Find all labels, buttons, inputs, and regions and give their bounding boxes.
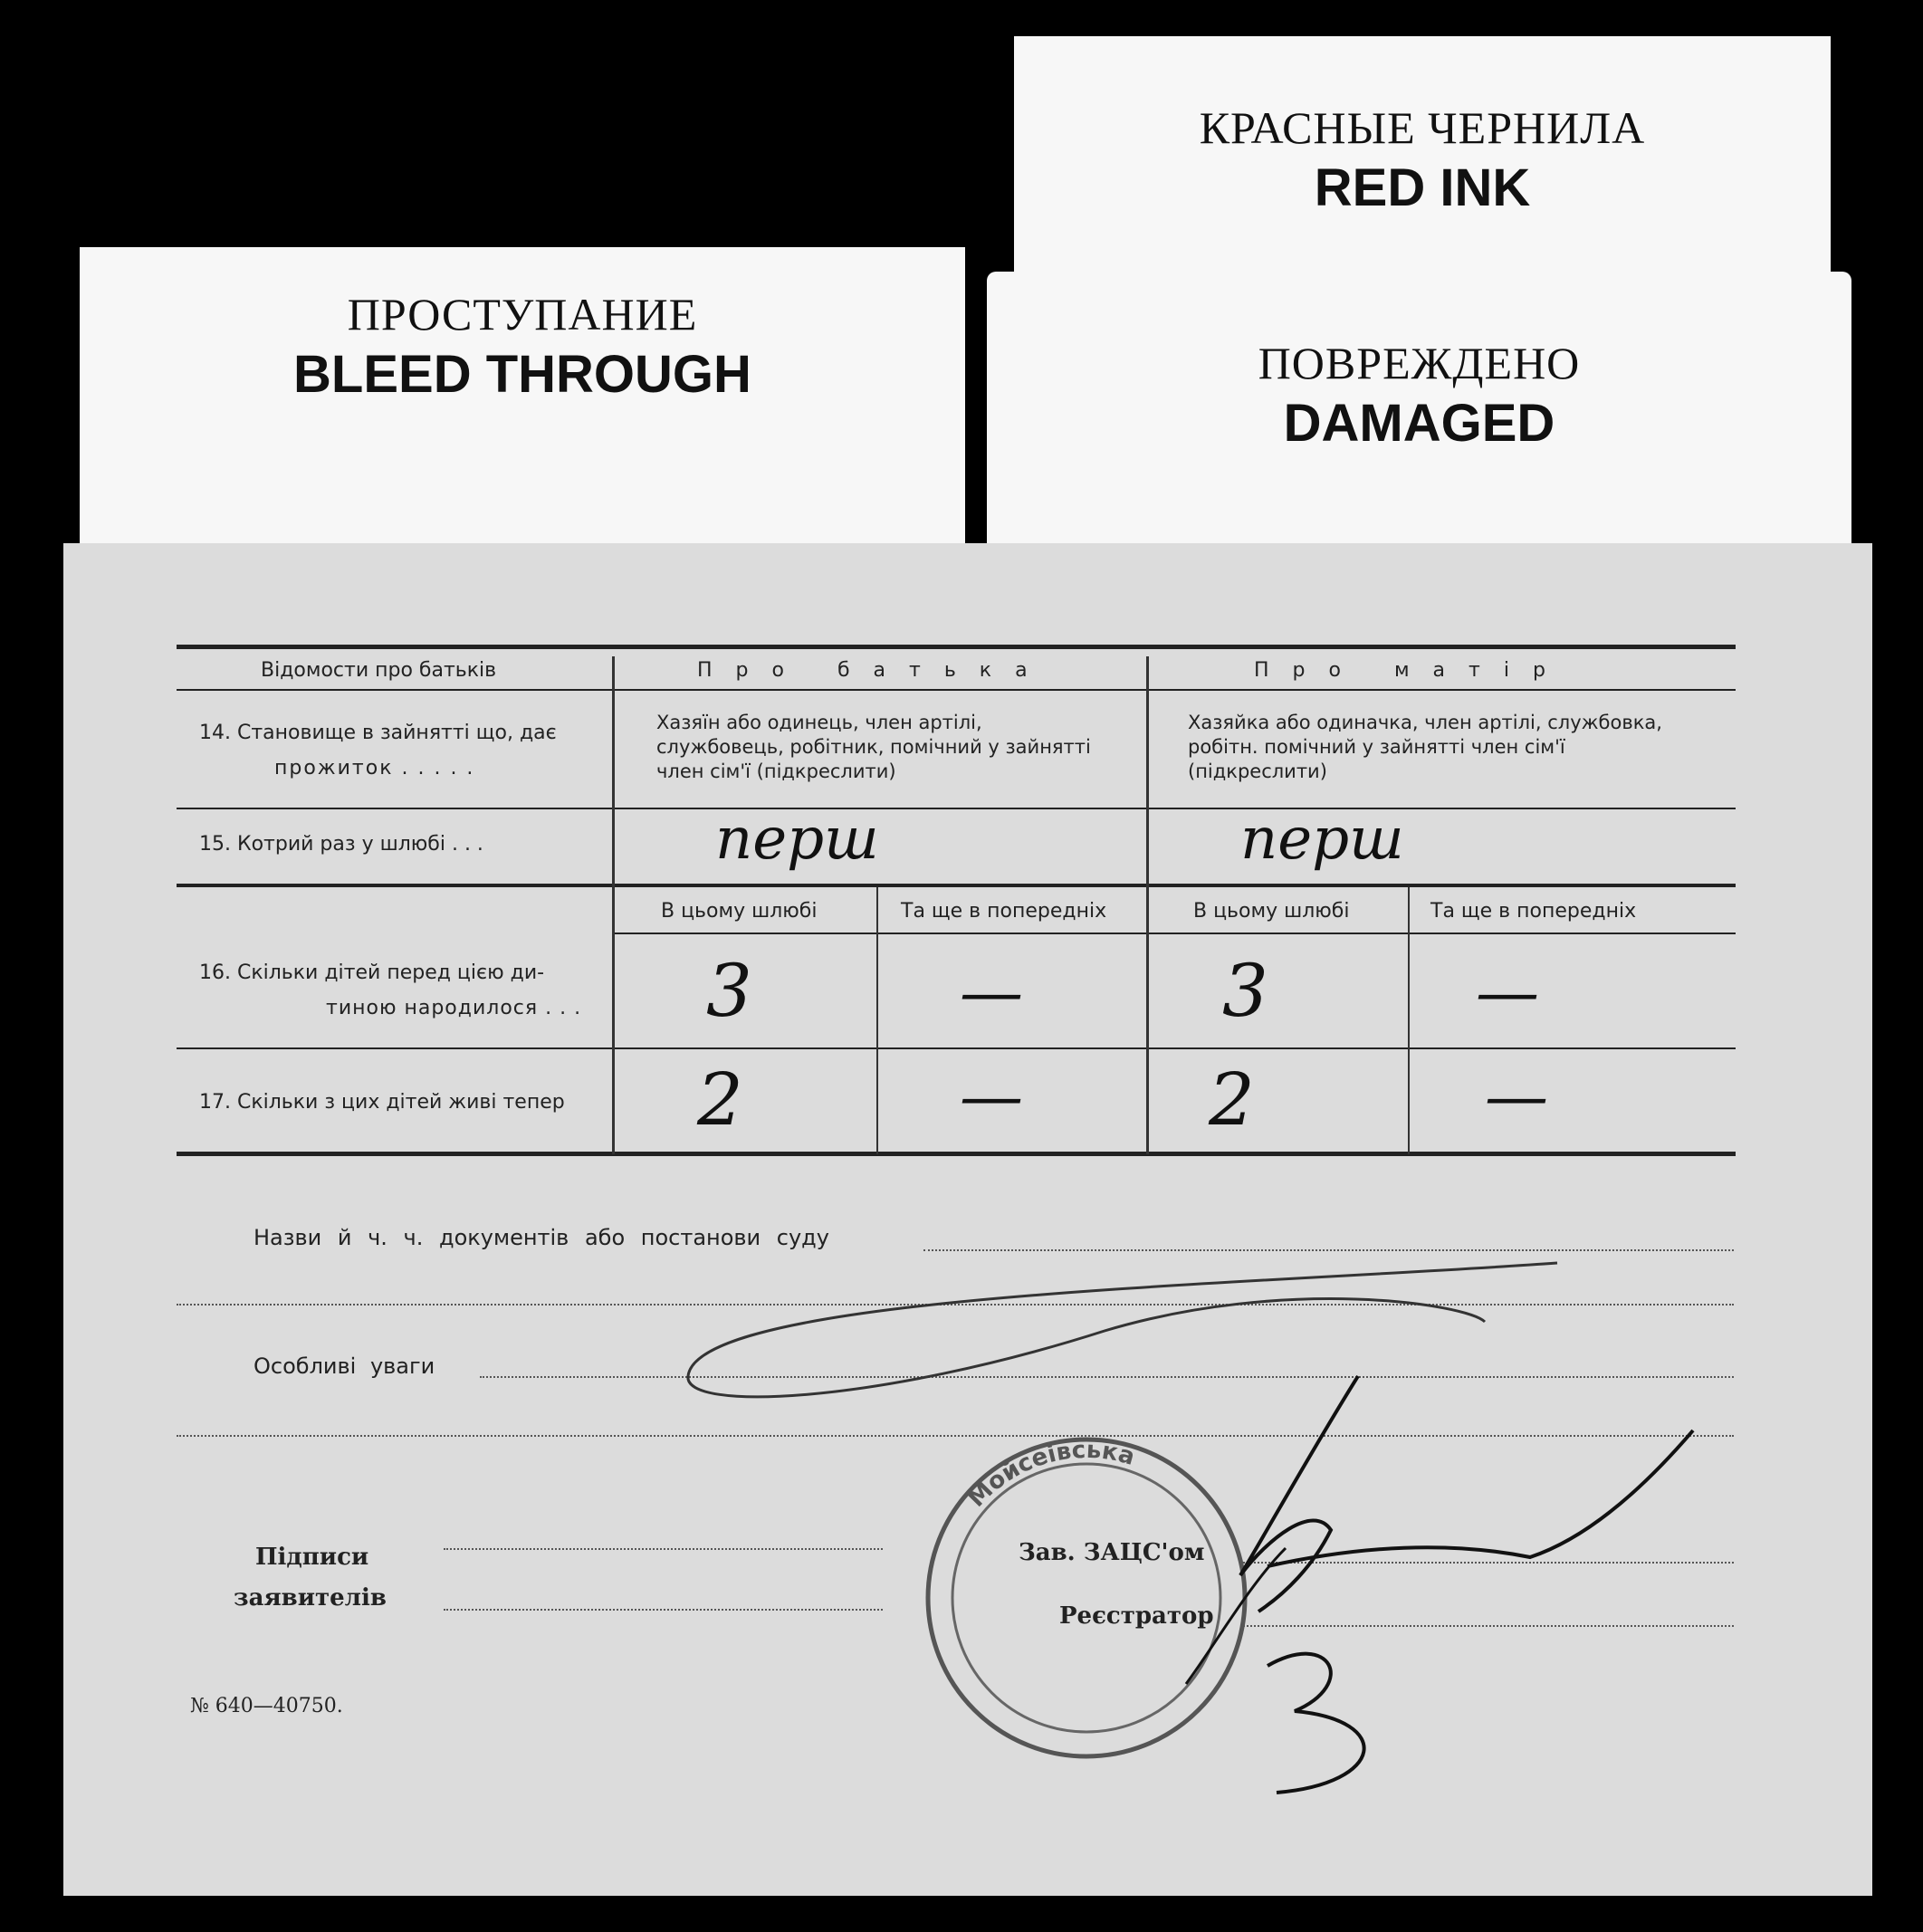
- applicants-label-2: заявителів: [234, 1584, 387, 1612]
- row14-label-2: прожиток . . . . .: [274, 757, 475, 779]
- registrar-signature: [1268, 1654, 1364, 1793]
- bleed-through-en: BLEED THROUGH: [293, 345, 751, 404]
- header-mother: Про матір: [1254, 659, 1569, 682]
- mother-this-marriage-header: В цьому шлюбі: [1193, 900, 1350, 923]
- header-father: Про батька: [697, 659, 1051, 682]
- row16-mother-prev: —: [1476, 955, 1539, 1029]
- row16-label-1: 16. Скільки дітей перед цією ди-: [199, 961, 545, 984]
- row15-father-value: перш: [715, 806, 879, 873]
- damaged-en: DAMAGED: [1283, 394, 1555, 453]
- documents-label: Назви й ч. ч. документів або постанови суду: [254, 1225, 829, 1250]
- bleed-through-ru: ПРОСТУПАНИЕ: [347, 289, 698, 340]
- red-ink-ru: КРАСНЫЕ ЧЕРНИЛА: [1199, 102, 1646, 153]
- row16-father-this: 3: [706, 949, 752, 1033]
- row17-father-this: 2: [697, 1057, 743, 1142]
- ink-marks: [63, 543, 1872, 1896]
- round-stamp: [928, 1437, 1245, 1756]
- red-ink-en: RED INK: [1314, 158, 1531, 217]
- row17-father-prev: —: [960, 1059, 1023, 1133]
- mother-previous-header: Та ще в попередніх: [1430, 900, 1637, 923]
- row15-label: 15. Котрий раз у шлюбі . . .: [199, 833, 483, 856]
- registry-form: [63, 543, 1872, 1896]
- row17-mother-this: 2: [1209, 1057, 1255, 1142]
- svg-text:Мойсеівська: [963, 1437, 1138, 1513]
- row16-father-prev: —: [960, 955, 1023, 1029]
- header-label: Відомости про батьків: [261, 659, 497, 682]
- applicants-label-1: Підписи: [255, 1544, 369, 1571]
- strike-loop: [688, 1263, 1557, 1397]
- head-signature: [1240, 1376, 1693, 1612]
- row16-mother-this: 3: [1222, 949, 1268, 1033]
- damaged-ru: ПОВРЕЖДЕНО: [1258, 338, 1581, 388]
- father-this-marriage-header: В цьому шлюбі: [661, 900, 818, 923]
- row17-mother-prev: —: [1485, 1059, 1548, 1133]
- row16-label-2: тиною народилося . . .: [326, 997, 582, 1019]
- stamp-text: Мойсеівська: [962, 1436, 1138, 1513]
- row14-father-text: Хазяїн або одинець, член артілі, службовець, робітник, помічний у зайнятті член сім'ї (підкреслити): [656, 712, 1091, 782]
- form-number: № 640—40750.: [190, 1695, 343, 1717]
- damaged-card: [987, 272, 1851, 554]
- registrar-label: Реєстратор: [1059, 1602, 1214, 1630]
- red-ink-card: [1014, 36, 1831, 273]
- row15-mother-value: перш: [1240, 806, 1404, 873]
- row14-mother-text: Хазяйка або одиначка, член артілі, службовка, робітн. помічний у зайнятті член сім'ї (підкреслити): [1188, 712, 1662, 782]
- head-label: Зав. ЗАЦС'ом: [1019, 1539, 1205, 1566]
- bleed-through-card: [80, 247, 965, 555]
- row14-label-1: 14. Становище в зайнятті що, дає: [199, 722, 557, 744]
- row17-label: 17. Скільки з цих дітей живі тепер: [199, 1091, 565, 1114]
- father-previous-header: Та ще в попередніх: [901, 900, 1107, 923]
- notes-label: Особливі уваги: [254, 1353, 435, 1379]
